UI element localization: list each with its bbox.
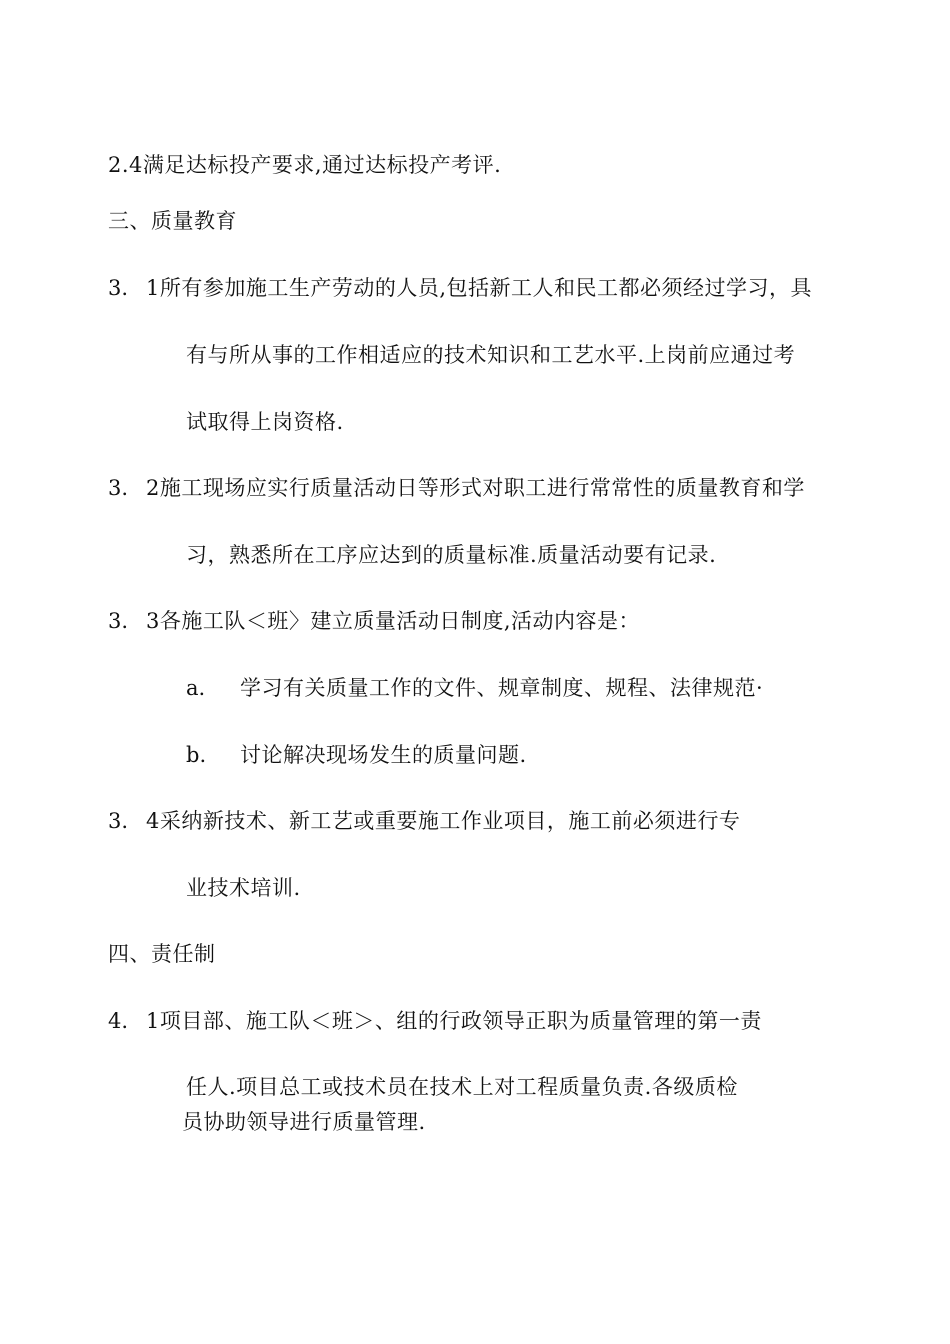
- list-item-b-text: 讨论解决现场发生的质量问题.: [240, 743, 527, 767]
- clause-3-3-number: 3.: [108, 609, 129, 633]
- clause-3-2-line-2: 习，熟悉所在工序应达到的质量标准.质量活动要有记录.: [186, 543, 717, 567]
- clause-3-3-line-1: 3各施工队＜班〉建立质量活动日制度,活动内容是：: [146, 609, 641, 633]
- clause-3-1-line-1: 1所有参加施工生产劳动的人员,包括新工人和民工都必须经过学习，具: [146, 276, 813, 300]
- clause-2-4: 2.4满足达标投产要求,通过达标投产考评.: [108, 153, 502, 177]
- clause-3-4-line-2: 业技术培训.: [186, 876, 301, 900]
- list-item-a-text: 学习有关质量工作的文件、规章制度、规程、法律规范·: [240, 676, 764, 700]
- clause-3-4-line-1: 4采纳新技术、新工艺或重要施工作业项目，施工前必须进行专: [146, 809, 741, 833]
- clause-4-1-number: 4.: [108, 1009, 129, 1033]
- clause-3-4-number: 3.: [108, 809, 129, 833]
- clause-3-1-line-2: 有与所从事的工作相适应的技术知识和工艺水平.上岗前应通过考: [186, 343, 796, 367]
- list-item-a-label: a.: [186, 676, 206, 700]
- clause-4-1-line-1: 1项目部、施工队＜班＞、组的行政领导正职为质量管理的第一责: [146, 1009, 762, 1033]
- list-item-b-label: b.: [186, 743, 207, 767]
- clause-4-1-line-3: 员协助领导进行质量管理.: [182, 1110, 426, 1134]
- clause-3-1-line-3: 试取得上岗资格.: [186, 410, 344, 434]
- clause-3-2-number: 3.: [108, 476, 129, 500]
- section-heading-quality-education: 三、质量教育: [108, 209, 237, 233]
- clause-3-1-number: 3.: [108, 276, 129, 300]
- section-heading-responsibility: 四、责任制: [108, 942, 216, 966]
- clause-3-2-line-1: 2施工现场应实行质量活动日等形式对职工进行常常性的质量教育和学: [146, 476, 805, 500]
- clause-4-1-line-2: 任人.项目总工或技术员在技术上对工程质量负责.各级质检: [186, 1075, 738, 1099]
